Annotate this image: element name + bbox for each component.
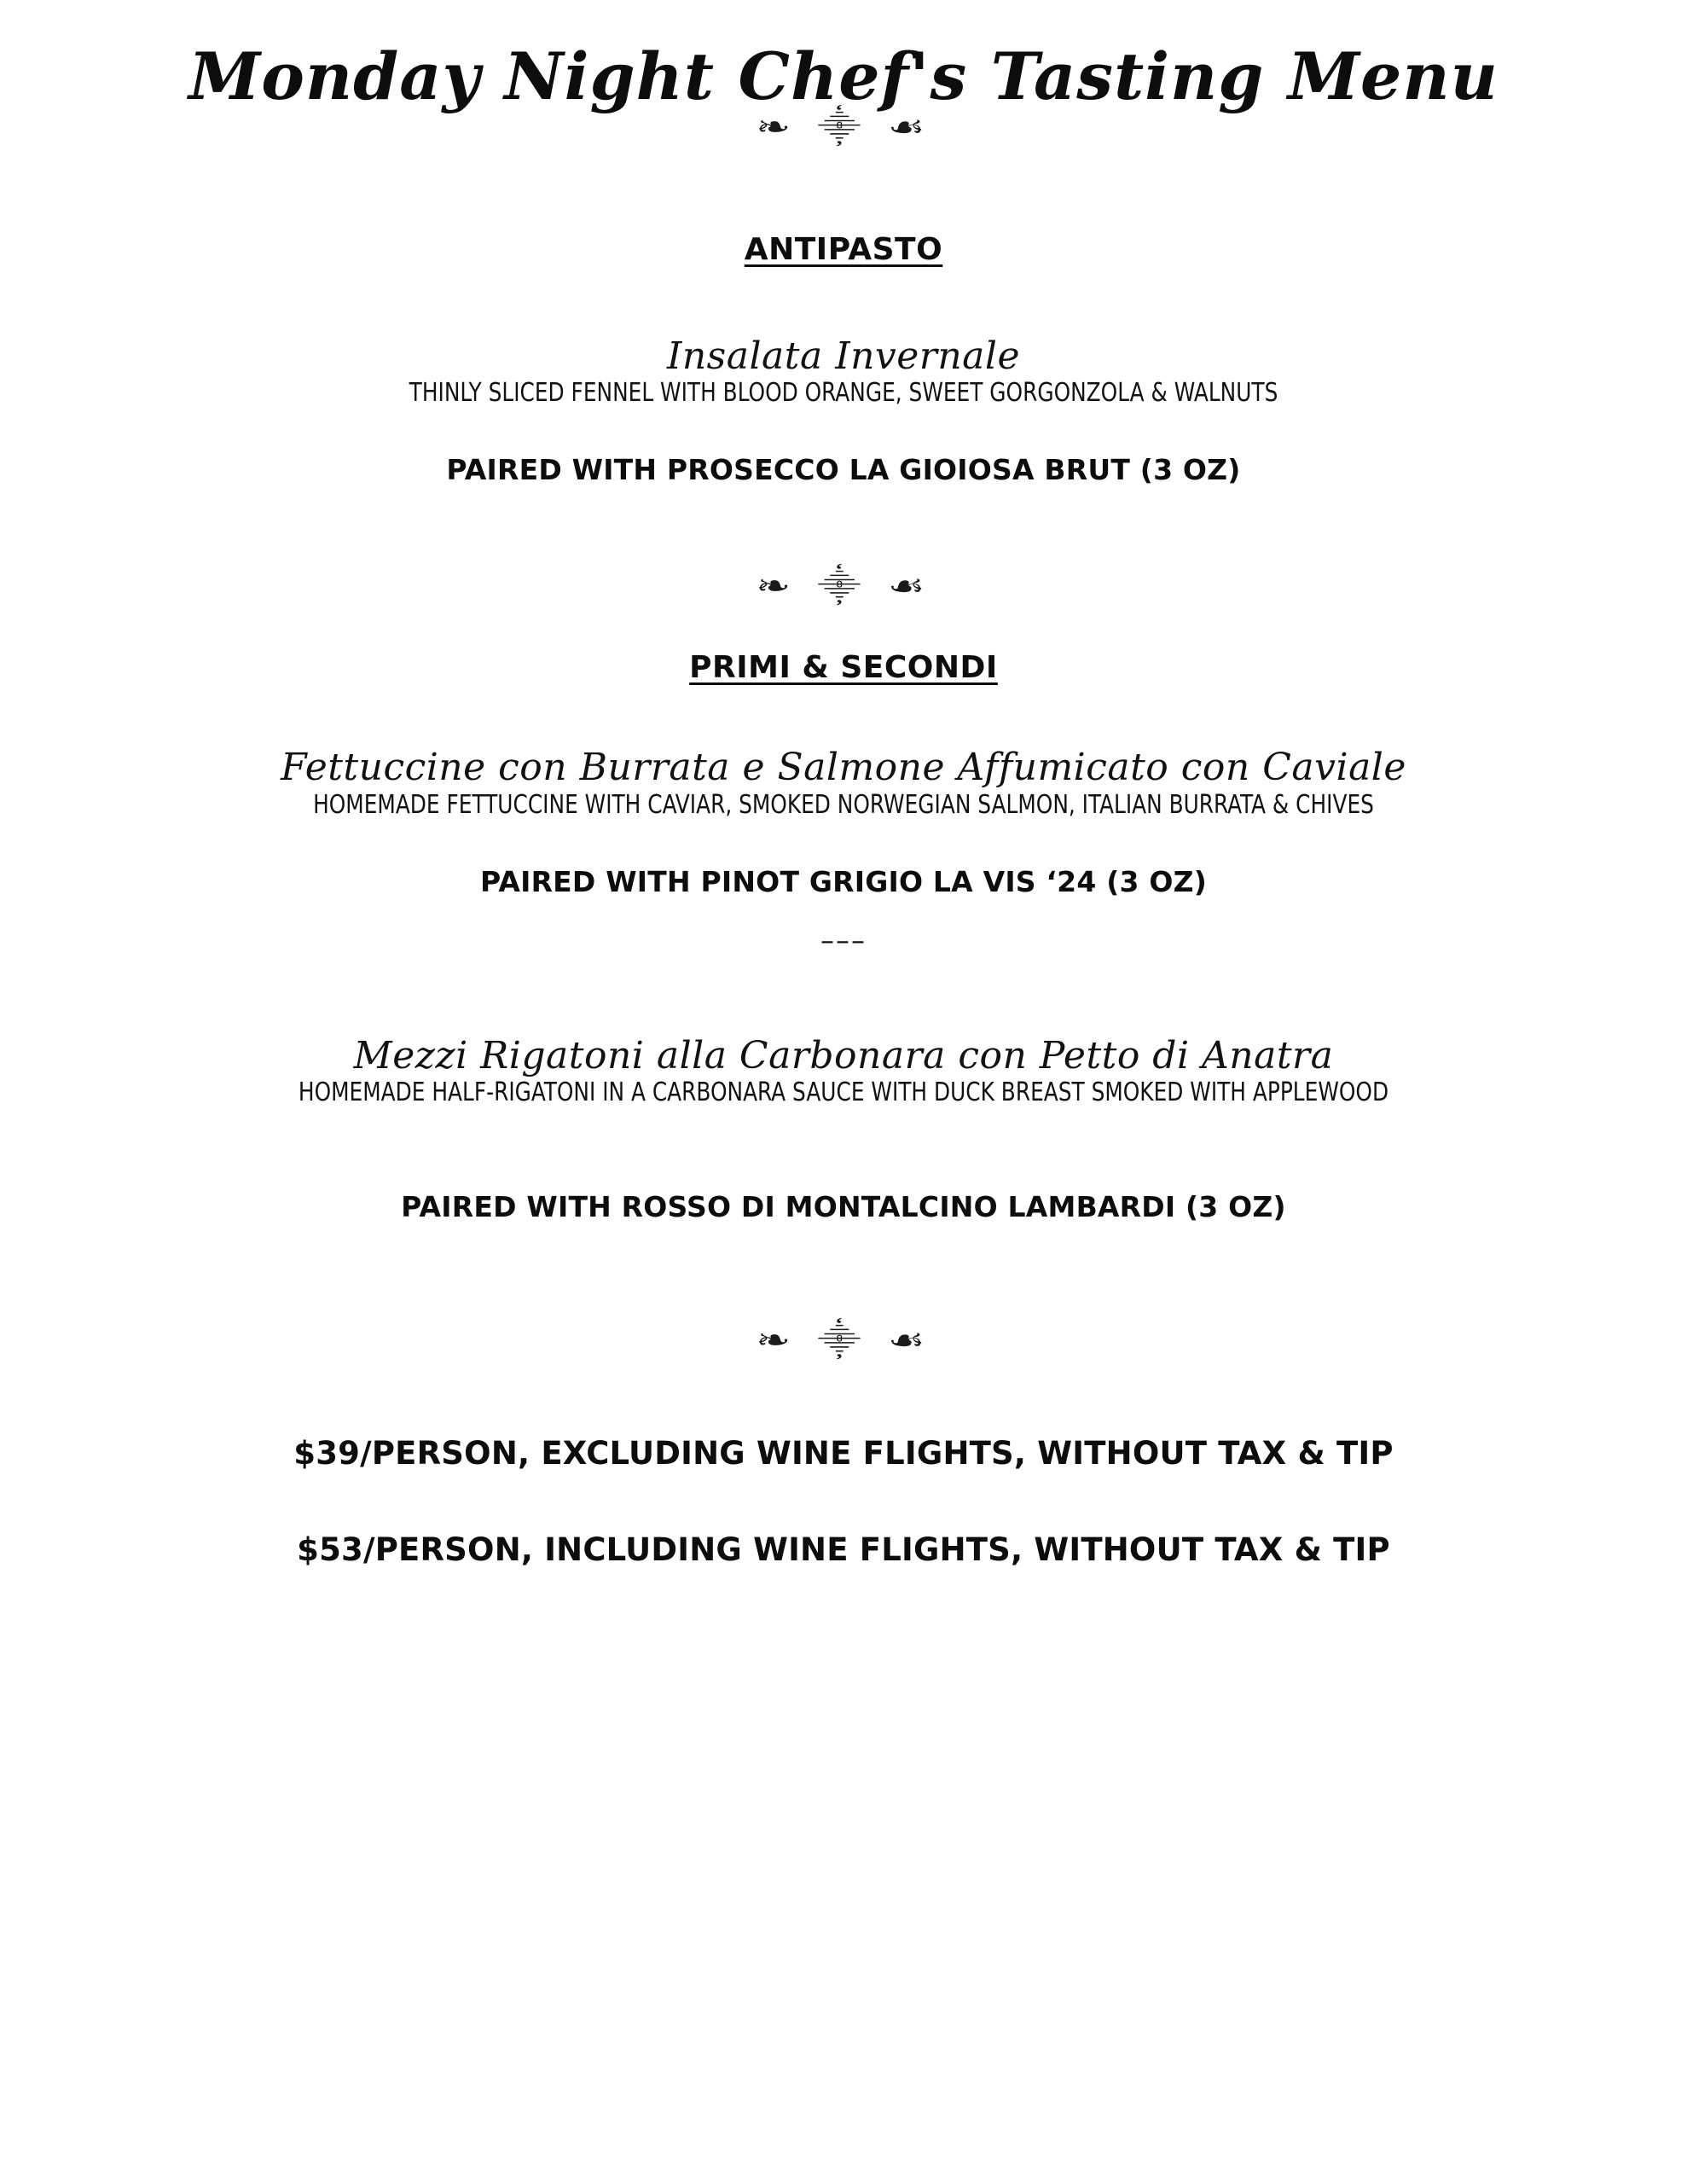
- dish-description: THINLY SLICED FENNEL WITH BLOOD ORANGE, SWEET GORGONZOLA & WALNUTS: [409, 378, 1278, 409]
- flourish-icon: ❧ ⸎ ☙: [755, 109, 932, 145]
- dish-name: Mezzi Rigatoni alla Carbonara con Petto di Anatra: [353, 1033, 1334, 1077]
- page-title: Monday Night Chef's Tasting Menu: [188, 38, 1499, 114]
- flourish-icon: ❧ ⸎ ☙: [755, 569, 932, 605]
- ornament-divider-bottom: [94, 1323, 1593, 1359]
- dish-pairing: PAIRED WITH PINOT GRIGIO LA VIS ‘24 (3 OZ): [480, 864, 1207, 898]
- dish-item: [94, 746, 1593, 821]
- dish-description: HOMEMADE HALF-RIGATONI IN A CARBONARA SAUCE WITH DUCK BREAST SMOKED WITH APPLEWOOD: [298, 1077, 1389, 1108]
- dish-item: [94, 335, 1593, 410]
- dish-pairing: PAIRED WITH PROSECCO LA GIOIOSA BRUT (3 OZ): [446, 453, 1241, 487]
- dash-separator: –––: [820, 923, 867, 956]
- dish-pairing: PAIRED WITH ROSSO DI MONTALCINO LAMBARDI (3 OZ): [401, 1190, 1286, 1224]
- price-excluding-flights: $39/PERSON, EXCLUDING WINE FLIGHTS, WITHOUT TAX & TIP: [293, 1435, 1394, 1472]
- price-including-flights: $53/PERSON, INCLUDING WINE FLIGHTS, WITHOUT TAX & TIP: [297, 1531, 1390, 1569]
- dish-item: [94, 1035, 1593, 1109]
- flourish-icon: ❧ ⸎ ☙: [755, 1323, 932, 1359]
- ornament-divider-top: [94, 109, 1593, 145]
- dish-name: Insalata Invernale: [666, 334, 1021, 378]
- section-heading-primi-secondi: PRIMI & SECONDI: [689, 650, 998, 686]
- ornament-divider-mid: [94, 569, 1593, 605]
- dish-description: HOMEMADE FETTUCCINE WITH CAVIAR, SMOKED NORWEGIAN SALMON, ITALIAN BURRATA & CHIVES: [313, 789, 1374, 820]
- dish-name: Fettuccine con Burrata e Salmone Affumicato con Caviale: [281, 746, 1406, 790]
- section-heading-antipasto: ANTIPASTO: [744, 231, 943, 267]
